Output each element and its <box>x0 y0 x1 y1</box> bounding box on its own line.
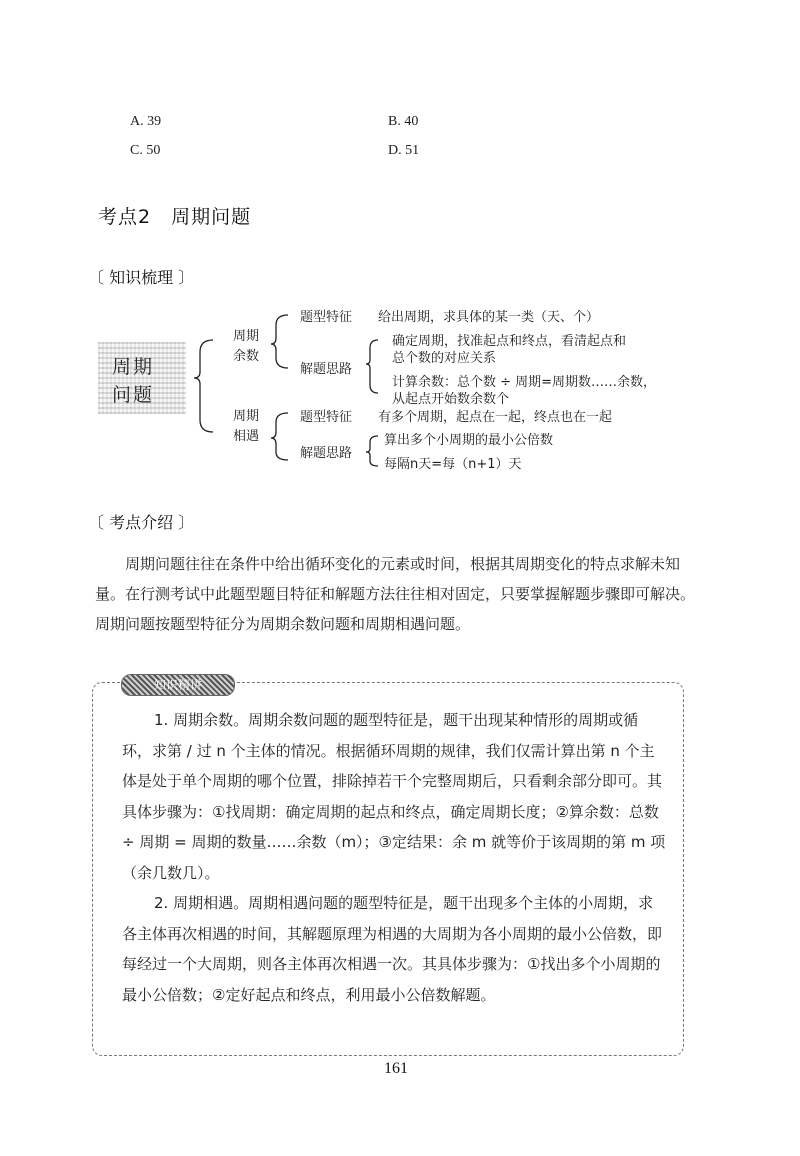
diagram-root-line2: 问题 <box>112 384 155 406</box>
branch2-method-brace <box>366 436 378 466</box>
b2-method-1: 算出多个小周期的最小公倍数 <box>384 433 554 448</box>
note-tag-label: 知识精讲 <box>153 678 202 692</box>
b1-method-2b: 从起点开始数余数个 <box>392 392 510 407</box>
branch1-line1: 周期 <box>232 329 259 344</box>
root-brace <box>194 340 213 432</box>
branch2-title <box>226 407 266 447</box>
b1-method-2a: 计算余数：总个数 ÷ 周期=周期数……余数， <box>392 375 657 390</box>
branch1-title <box>226 327 266 367</box>
b1-method-1a: 确定周期，找准起点和终点，看清起点和 <box>392 334 627 349</box>
diagram-root-line1: 周期 <box>112 356 155 378</box>
option-a: A. 39 <box>130 114 162 129</box>
branch2-line2: 相遇 <box>232 429 259 444</box>
option-c: C. 50 <box>130 143 161 158</box>
branch1-brace <box>271 315 288 368</box>
b1-method-1b: 总个数的对应关系 <box>392 351 497 366</box>
page-number: 161 <box>384 1060 408 1077</box>
branch2-line1: 周期 <box>232 409 259 424</box>
note-tag <box>121 674 235 696</box>
branch1-method-brace <box>366 340 378 393</box>
b1-method-label: 解题思路 <box>300 362 353 377</box>
b2-method-label: 解题思路 <box>300 446 353 461</box>
b2-feature-label: 题型特征 <box>300 410 353 425</box>
knowledge-heading: 〔 知识梳理 〕 <box>88 268 195 287</box>
branch2-brace <box>271 413 288 460</box>
branch1-line2: 余数 <box>232 349 259 364</box>
option-b: B. 40 <box>388 114 419 129</box>
intro-heading: 〔 考点介绍 〕 <box>88 513 195 532</box>
note-paragraph-2: 2. 周期相遇。周期相遇问题的题型特征是，题干出现多个主体的小周期，求各主体再次相遇的时间，其解题原理为相遇的大周期为各小周期的最小公倍数，即每经过一个大周期，则各主体再次相遇一次。其具体步骤为：①找出多个小周期的最小公倍数；②定好起点和终点，利用最小公倍数解题。 <box>122 894 663 1004</box>
option-d: D. 51 <box>388 143 420 158</box>
section-title: 考点2 周期问题 <box>98 206 252 228</box>
b2-feature-text: 有多个周期，起点在一起，终点也在一起 <box>378 410 613 425</box>
b1-feature-text: 给出周期，求具体的某一类（天、个） <box>378 310 600 325</box>
note-paragraph-1: 1. 周期余数。周期余数问题的题型特征是，题干出现某种情形的周期或循环，求第 / 过 n 个主体的情况。根据循环周期的规律，我们仅需计算出第 n 个主体是处于单个周期的哪个位置，排除掉若干个完整周期后，只看剩余部分即可。其具体步骤为：①找周期：确定周期的起点和终点，确定周期长度；②算余数：总数 ÷ 周期 = 周期的数量……余数（m）；③定结果：余 m 就等价于该周期的第 m 项（余几数几）。 <box>122 711 666 882</box>
note-content <box>122 705 667 1010</box>
intro-paragraph: 周期问题往往在条件中给出循环变化的元素或时间，根据其周期变化的特点求解未知量。在行测考试中此题型题目特征和解题方法往往相对固定，只要掌握解题步骤即可解决。周期问题按题型特征分为周期余数问题和周期相遇问题。 <box>95 555 696 633</box>
b1-feature-label: 题型特征 <box>300 310 353 325</box>
b2-method-2: 每隔n天=每（n+1）天 <box>384 457 522 472</box>
